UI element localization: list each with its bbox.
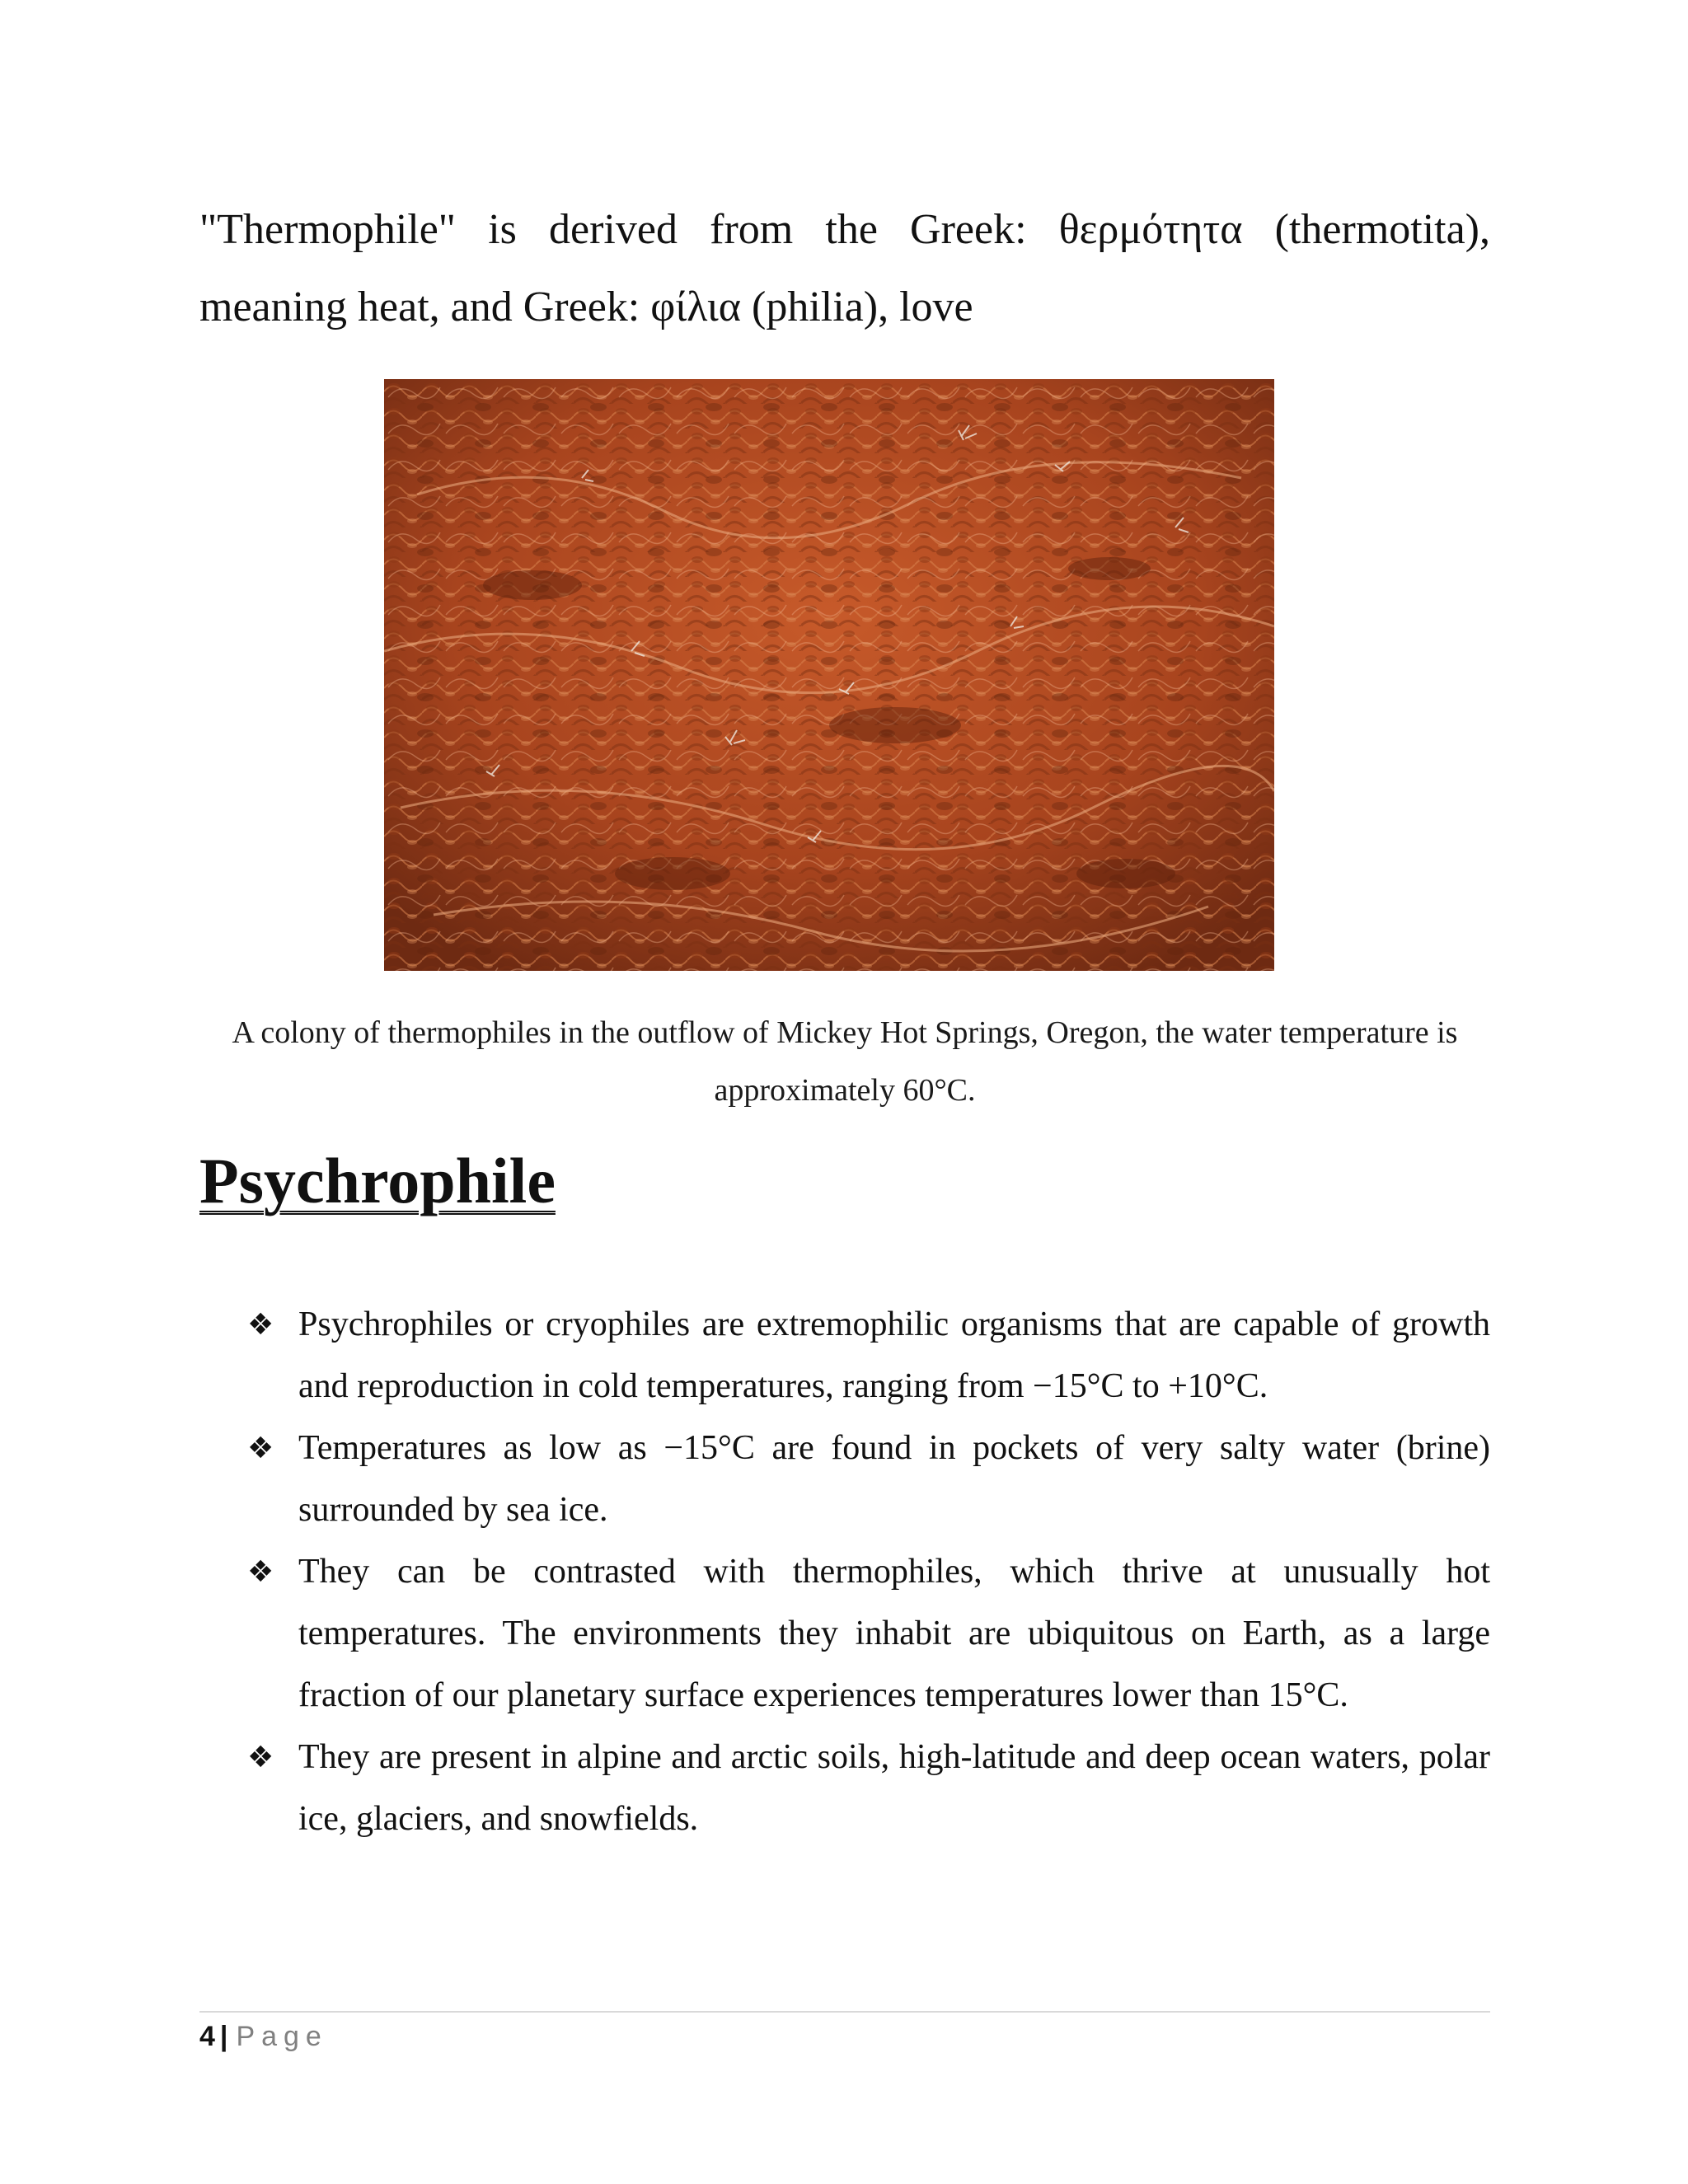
bullet-text: Psychrophiles or cryophiles are extremophilic organisms that are capable of growth and reproduction in cold temperatures, ranging from −15°C to +10°C.: [298, 1305, 1490, 1405]
diamond-bullet-icon: ❖: [247, 1308, 274, 1342]
list-item: [247, 1418, 1490, 1541]
page-number: 4: [199, 2021, 215, 2052]
list-item: [247, 1294, 1490, 1418]
bullet-text: Temperatures as low as −15°C are found in pockets of very salty water (brine) surrounded by sea ice.: [298, 1429, 1490, 1529]
bullet-list: [247, 1294, 1490, 1850]
thermophile-colony-photo: [384, 379, 1274, 971]
list-item: [247, 1541, 1490, 1727]
section-heading: Psychrophile: [199, 1145, 556, 1216]
bullet-text: They are present in alpine and arctic soils, high-latitude and deep ocean waters, polar ice, glaciers, and snowfields.: [298, 1738, 1490, 1838]
intro-paragraph: "Thermophile" is derived from the Greek: θερμότητα (thermotita), meaning heat, and Greek: φίλια (philia), love: [199, 206, 1490, 330]
footer-separator: |: [219, 2021, 228, 2052]
diamond-bullet-icon: ❖: [247, 1432, 274, 1465]
diamond-bullet-icon: ❖: [247, 1741, 274, 1774]
page-label: Page: [236, 2021, 328, 2052]
page-footer: [199, 2016, 328, 2057]
bullet-text: They can be contrasted with thermophiles, which thrive at unusually hot temperatures. The environments they inhabit are ubiquitous on Earth, as a large fraction of our planetary surface experiences temperatures lower than 15°C.: [298, 1553, 1490, 1714]
diamond-bullet-icon: ❖: [247, 1555, 274, 1589]
figure-caption: A colony of thermophiles in the outflow of Mickey Hot Springs, Oregon, the water temperature is approximately 60°C.: [232, 1015, 1458, 1108]
footer-divider: [199, 2011, 1490, 2013]
list-item: [247, 1727, 1490, 1850]
